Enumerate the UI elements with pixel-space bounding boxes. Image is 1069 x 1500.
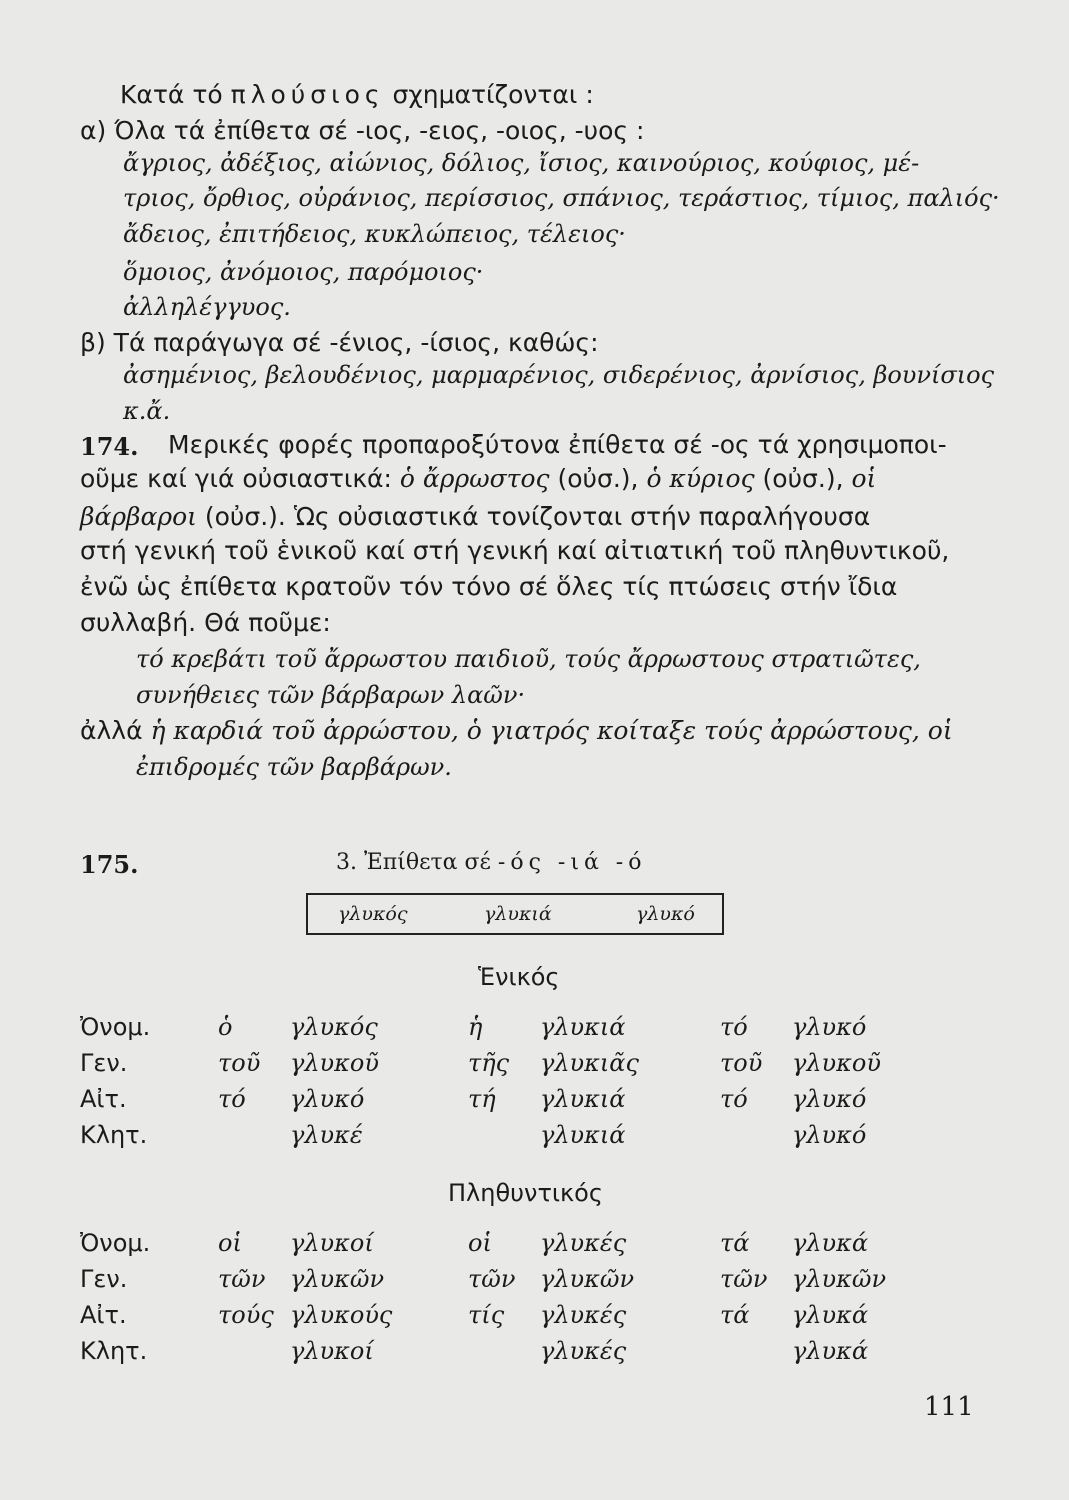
singular-cell-n: γλυκό (792, 1013, 867, 1041)
plural-cell-art_f: τῶν (468, 1265, 516, 1293)
box-neuter: γλυκό (636, 903, 695, 925)
section-174-number: 174. (80, 432, 139, 461)
plural-cell-n: γλυκά (792, 1301, 869, 1329)
singular-header: Ἑνικός (478, 963, 560, 991)
text-run: ἡ καρδιά τοῦ ἀρρώστου, ὁ γιατρός κοίταξε τούς ἀρρώστους, οἱ (150, 716, 953, 745)
text-run: ὁ κύριος (646, 464, 755, 493)
section-174-line: Μερικές φορές προπαροξύτονα ἐπίθετα σέ -ος τά χρησιμοποι- (168, 430, 947, 459)
plural-cell-f: γλυκῶν (540, 1265, 635, 1293)
text-run: ὁ ἄρρωστος (399, 464, 550, 493)
text-run: ἀλλά (80, 716, 151, 745)
plural-cell-art_f: οἱ (468, 1229, 492, 1257)
plural-cell-art_m: τούς (218, 1301, 274, 1329)
box-masculine: γλυκός (338, 903, 408, 925)
item-a-line: ἄδειος, ἐπιτήδειος, κυκλώπειος, τέλειος· (123, 220, 626, 248)
plural-cell-art_m: οἱ (218, 1229, 242, 1257)
intro-post: σχηματίζονται : (384, 80, 594, 109)
singular-cell-art_n: τό (720, 1013, 748, 1041)
section-174-line (80, 464, 876, 494)
singular-cell-art_m: τό (218, 1085, 246, 1113)
plural-cell-case: Ὀνομ. (80, 1229, 151, 1257)
plural-cell-art_n: τῶν (720, 1265, 768, 1293)
plural-cell-n: γλυκῶν (792, 1265, 887, 1293)
singular-cell-f: γλυκιά (540, 1121, 626, 1149)
singular-cell-case: Αἰτ. (80, 1085, 127, 1113)
item-a-line: ἄγριος, ἀδέξιος, αἰώνιος, δόλιος, ἴσιος, καινούριος, κούφιος, μέ- (123, 149, 920, 177)
example-line: συνήθειες τῶν βάρβαρων λαῶν· (136, 681, 526, 709)
item-b-line: ἀσημένιος, βελουδένιος, μαρμαρένιος, σιδερένιος, ἀρνίσιος, βουνίσιος (123, 361, 995, 389)
singular-cell-f: γλυκιά (540, 1013, 626, 1041)
singular-cell-m: γλυκοῦ (290, 1049, 379, 1077)
adjective-forms-box (306, 893, 724, 935)
plural-cell-art_f: τίς (468, 1301, 505, 1329)
plural-cell-m: γλυκοί (290, 1229, 374, 1257)
plural-cell-m: γλυκῶν (290, 1265, 385, 1293)
text-run: 3. Ἐπίθετα σέ (336, 850, 498, 875)
singular-cell-art_f: τή (468, 1085, 496, 1113)
item-a-title (80, 116, 644, 146)
text-run: (οὐσ.), (549, 464, 647, 493)
singular-cell-n: γλυκό (792, 1085, 867, 1113)
plural-cell-f: γλυκές (540, 1229, 627, 1257)
box-feminine: γλυκιά (484, 903, 552, 925)
text-run: οῦμε καί γιά οὐσιαστικά: (80, 464, 400, 493)
plural-cell-f: γλυκές (540, 1301, 627, 1329)
text-run: -ός -ιά -ό (497, 850, 647, 875)
singular-cell-f: γλυκιᾶς (540, 1049, 639, 1077)
item-b-text: Τά παράγωγα σέ -ένιος, -ίσιος, καθώς: (113, 328, 599, 357)
plural-cell-art_n: τά (720, 1301, 750, 1329)
text-run: οἱ (851, 464, 877, 493)
singular-cell-n: γλυκοῦ (792, 1049, 881, 1077)
intro-pre: Κατά τό (120, 80, 231, 109)
singular-cell-case: Γεν. (80, 1049, 128, 1077)
item-b-title (80, 328, 599, 358)
plural-cell-case: Γεν. (80, 1265, 128, 1293)
singular-cell-case: Ὀνομ. (80, 1013, 151, 1041)
plural-cell-case: Αἰτ. (80, 1301, 127, 1329)
plural-cell-m: γλυκούς (290, 1301, 393, 1329)
singular-cell-n: γλυκό (792, 1121, 867, 1149)
item-a-line: ὅμοιος, ἀνόμοιος, παρόμοιος· (123, 258, 484, 286)
section-174-line: συλλαβή. Θά ποῦμε: (80, 608, 331, 637)
plural-cell-n: γλυκά (792, 1229, 869, 1257)
singular-cell-f: γλυκιά (540, 1085, 626, 1113)
item-a-line: τριος, ὄρθιος, οὐράνιος, περίσσιος, σπάνιος, τεράστιος, τίμιος, παλιός· (123, 184, 1000, 212)
item-a-text: Όλα τά ἐπίθετα σέ -ιος, -ειος, -οιος, -υος : (114, 116, 645, 145)
plural-cell-case: Κλητ. (80, 1337, 148, 1365)
singular-cell-m: γλυκός (290, 1013, 378, 1041)
section-174-line: ἐνῶ ὡς ἐπίθετα κρατοῦν τόν τόνο σέ ὅλες τίς πτώσεις στήν ἴδια (80, 572, 898, 601)
singular-cell-art_m: ὁ (218, 1013, 233, 1041)
example-line: τό κρεβάτι τοῦ ἄρρωστου παιδιοῦ, τούς ἄρρωστους στρατιῶτες, (136, 645, 921, 673)
section-174-line (80, 502, 870, 532)
text-run: βάρβαροι (80, 502, 197, 531)
section-175-title (336, 850, 647, 875)
item-b-line: κ.ἄ. (123, 397, 171, 425)
plural-header: Πληθυντικός (448, 1179, 603, 1207)
intro-word: πλούσιος (230, 80, 385, 109)
text-run: (οὐσ.), (754, 464, 852, 493)
plural-cell-m: γλυκοί (290, 1337, 374, 1365)
singular-cell-art_n: τό (720, 1085, 748, 1113)
page-number: 111 (924, 1392, 974, 1422)
singular-cell-m: γλυκό (290, 1085, 365, 1113)
singular-cell-case: Κλητ. (80, 1121, 148, 1149)
singular-cell-art_f: ἡ (468, 1013, 483, 1041)
example-line: ἐπιδρομές τῶν βαρβάρων. (136, 753, 452, 781)
text-run: (οὐσ.). Ὡς οὐσιαστικά τονίζονται στήν παραλήγουσα (196, 502, 871, 531)
plural-cell-n: γλυκά (792, 1337, 869, 1365)
plural-cell-f: γλυκές (540, 1337, 627, 1365)
singular-cell-art_m: τοῦ (218, 1049, 261, 1077)
example-line (80, 716, 953, 746)
plural-cell-art_n: τά (720, 1229, 750, 1257)
plural-cell-art_m: τῶν (218, 1265, 266, 1293)
singular-cell-m: γλυκέ (290, 1121, 363, 1149)
section-175-number: 175. (80, 850, 139, 879)
singular-cell-art_n: τοῦ (720, 1049, 763, 1077)
intro-heading (120, 80, 594, 110)
item-b-marker: β) (80, 328, 106, 357)
section-174-line: στή γενική τοῦ ἑνικοῦ καί στή γενική καί αἰτιατική τοῦ πληθυντικοῦ, (80, 536, 950, 565)
item-a-marker: α) (80, 116, 107, 145)
item-a-line: ἀλληλέγγυος. (123, 293, 291, 321)
singular-cell-art_f: τῆς (468, 1049, 510, 1077)
